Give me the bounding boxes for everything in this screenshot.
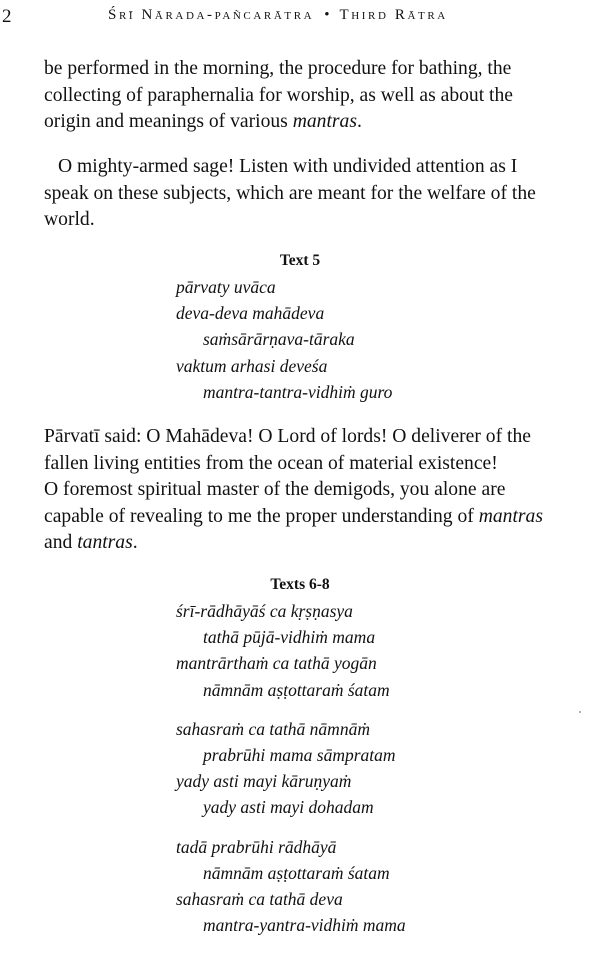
paragraph-line: collecting of paraphernalia for worship, as well as about the <box>44 84 513 106</box>
translation-line: fallen living entities from the ocean of material existence! <box>44 452 498 474</box>
paragraph-continuation <box>44 56 598 136</box>
verse-line: mantrārthaṁ ca tathā yogān <box>176 653 377 674</box>
verse-line: prabrūhi mama sāmpratam <box>203 744 396 765</box>
paragraph-line: speak on these subjects, which are meant for the welfare of the <box>44 182 536 204</box>
verse-heading: Texts 6-8 <box>270 576 330 593</box>
verse-line: sahasraṁ ca tathā deva <box>176 888 343 909</box>
book-title: Śrī Nārada-pañcarātra <box>108 7 315 23</box>
translation-line: capable of revealing to me the proper understanding of mantras <box>44 505 543 527</box>
verse-line: yady asti mayi dohadam <box>203 797 374 818</box>
italic-term: mantras <box>292 111 357 132</box>
page-number: 2 <box>2 6 12 27</box>
paragraph <box>44 154 598 234</box>
running-head <box>108 7 448 24</box>
scan-speck <box>579 711 581 713</box>
verse-line: saṁsārārṇava-tāraka <box>203 329 355 350</box>
verse-line: nāmnām aṣṭottaraṁ śatam <box>203 679 390 700</box>
translation-line: and tantras. <box>44 532 138 553</box>
verse-block <box>176 274 392 405</box>
verse-line: sahasraṁ ca tathā nāmnāṁ <box>176 718 370 739</box>
italic-term: mantras <box>478 505 543 527</box>
verse-line: śrī-rādhāyāś ca kṛṣṇasya <box>176 601 353 621</box>
paragraph-line: be performed in the morning, the procedure for bathing, the <box>44 58 512 79</box>
verse-line: mantra-tantra-vidhiṁ guro <box>203 381 393 402</box>
verse-line: tadā prabrūhi rādhāyā <box>176 836 337 857</box>
verse-block <box>176 598 406 938</box>
section-title: Third Rātra <box>339 7 448 23</box>
verse-heading: Text 5 <box>279 252 321 269</box>
header-bullet: • <box>324 7 330 23</box>
verse-line: tathā pūjā-vidhiṁ mama <box>203 627 376 648</box>
translation <box>44 424 598 557</box>
paragraph-line: world. <box>44 209 95 230</box>
paragraph-line: O mighty-armed sage! Listen with undivided attention as I <box>58 156 518 177</box>
verse-line: pārvaty uvāca <box>176 277 276 297</box>
italic-term: tantras <box>77 532 133 553</box>
verse-line: deva-deva mahādeva <box>176 303 325 324</box>
verse-line: nāmnām aṣṭottaraṁ śatam <box>203 862 390 883</box>
verse-line: vaktum arhasi deveśa <box>176 355 328 376</box>
translation-line: O foremost spiritual master of the demigods, you alone are <box>44 479 506 500</box>
paragraph-line: origin and meanings of various mantras. <box>44 111 362 132</box>
verse-line: yady asti mayi kāruṇyaṁ <box>176 771 352 792</box>
translation-line: Pārvatī said: O Mahādeva! O Lord of lords! O deliverer of the <box>44 426 531 447</box>
verse-line: mantra-yantra-vidhiṁ mama <box>203 915 406 936</box>
